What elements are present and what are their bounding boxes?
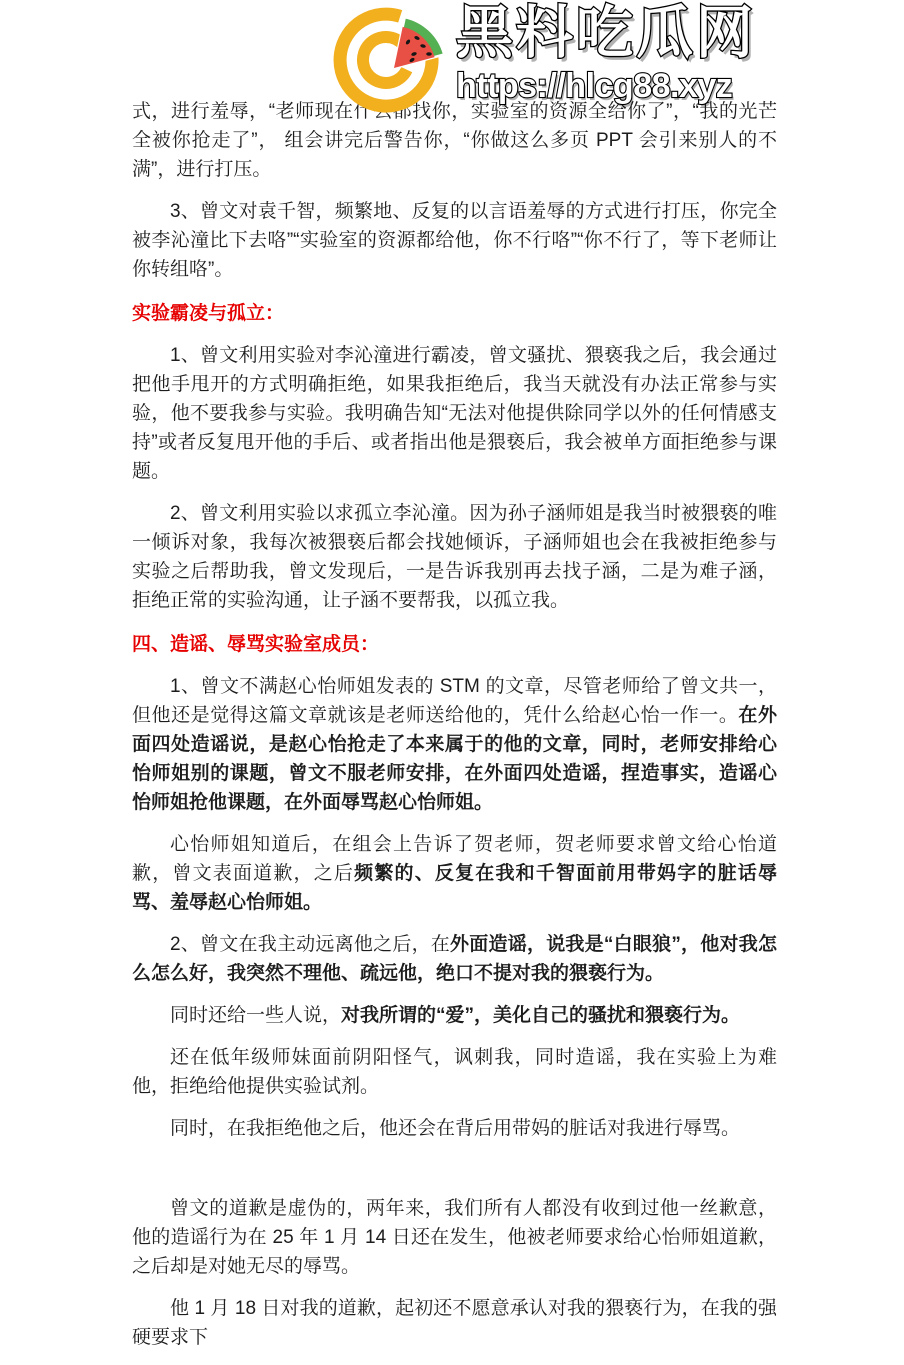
bold-text-run: 对我所谓的“爱”，美化自己的骚扰和猥亵行为。 <box>341 1005 741 1026</box>
paragraph <box>132 1001 777 1030</box>
text-run: 式，进行羞辱，“老师现在什么都找你，实验室的资源全给你了”，“我的光芒全被你抢走了”， 组会讲完后警告你，“你做这么多页 PPT 会引来别人的不满”，进行打压。 <box>132 101 777 180</box>
text-run: 1、曾文利用实验对李沁潼进行霸凌，曾文骚扰、猥亵我之后，我会通过把他手甩开的方式明确拒绝，如果我拒绝后，我当天就没有办法正常参与实验，他不要我参与实验。我明确告知“无法对他提供除同学以外的任何情感支持”或者反复甩开他的手后、或者指出他是猥亵后，我会被单方面拒绝参与课题。 <box>132 345 777 482</box>
site-title: 黑料吃瓜网 <box>456 1 756 65</box>
section-heading <box>132 630 777 659</box>
paragraph <box>132 830 777 917</box>
paragraph <box>132 1114 777 1143</box>
bold-text-run: 在外面四处造谣说，是赵心怡抢走了本来属于的他的文章，同时，老师安排给心怡师姐别的课题，曾文不服老师安排，在外面四处造谣，捏造事实，造谣心怡师姐抢他课题，在外面辱骂赵心怡师姐。 <box>132 705 777 813</box>
text-run: 还在低年级师妹面前阴阳怪气，讽刺我，同时造谣，我在实验上为难他，拒绝给他提供实验试剂。 <box>132 1047 777 1097</box>
paragraph <box>132 672 777 817</box>
section-heading <box>132 299 777 328</box>
text-run: 1、曾文不满赵心怡师姐发表的 STM 的文章，尽管老师给了曾文共一，但他还是觉得这篇文章就该是老师送给他的，凭什么给赵心怡一作一。 <box>132 676 777 726</box>
paragraph <box>132 1043 777 1101</box>
bold-text-run: 四、造谣、辱骂实验室成员： <box>132 634 380 655</box>
watermelon-logo-icon <box>326 2 462 118</box>
text-run: 同时，在我拒绝他之后，他还会在背后用带妈的脏话对我进行辱骂。 <box>170 1118 741 1139</box>
text-run: 心怡师姐知道后，在组会上告诉了贺老师，贺老师要求曾文给心怡道歉，曾文表面道歉，之后 <box>132 834 777 884</box>
paragraph <box>132 341 777 486</box>
text-run: 同时还给一些人说， <box>170 1005 342 1026</box>
bold-text-run: 外面造谣，说我是“白眼狼”，他对我怎么怎么好，我突然不理他、疏远他，绝口不提对我的猥亵行为。 <box>132 934 777 984</box>
text-run: 2、曾文在我主动远离他之后，在 <box>170 934 451 955</box>
text-run: 3、曾文对袁千智，频繁地、反复的以言语羞辱的方式进行打压，你完全被李沁潼比下去咯”“实验室的资源都给他，你不行咯”“你不行了，等下老师让你转组咯”。 <box>132 201 777 280</box>
paragraph <box>132 1194 777 1281</box>
site-watermark <box>326 0 756 118</box>
paragraph <box>132 197 777 284</box>
site-watermark-text <box>456 0 756 104</box>
paragraph <box>132 1294 777 1352</box>
text-run: 曾文的道歉是虚伪的，两年来，我们所有人都没有收到过他一丝歉意，他的造谣行为在 25 年 1 月 14 日还在发生，他被老师要求给心怡师姐道歉，之后却是对她无尽的辱骂。 <box>132 1198 777 1277</box>
text-run: 2、曾文利用实验以求孤立李沁潼。因为孙子涵师姐是我当时被猥亵的唯一倾诉对象，我每次被猥亵后都会找她倾诉，子涵师姐也会在我被拒绝参与实验之后帮助我，曾文发现后，一是告诉我别再去找子涵，二是为难子涵，拒绝正常的实验沟通，让子涵不要帮我，以孤立我。 <box>132 503 777 611</box>
bold-text-run: 实验霸凌与孤立： <box>132 303 285 324</box>
document-body <box>132 97 777 1365</box>
paragraph <box>132 930 777 988</box>
text-run: 他 1 月 18 日对我的道歉，起初还不愿意承认对我的猥亵行为，在我的强硬要求下 <box>132 1298 777 1348</box>
paragraph-spacer <box>132 1156 777 1194</box>
bold-text-run: 频繁的、反复在我和千智面前用带妈字的脏话辱骂、羞辱赵心怡师姐。 <box>132 863 777 913</box>
paragraph <box>132 499 777 615</box>
site-url: https://hlcg88.xyz <box>456 67 733 105</box>
